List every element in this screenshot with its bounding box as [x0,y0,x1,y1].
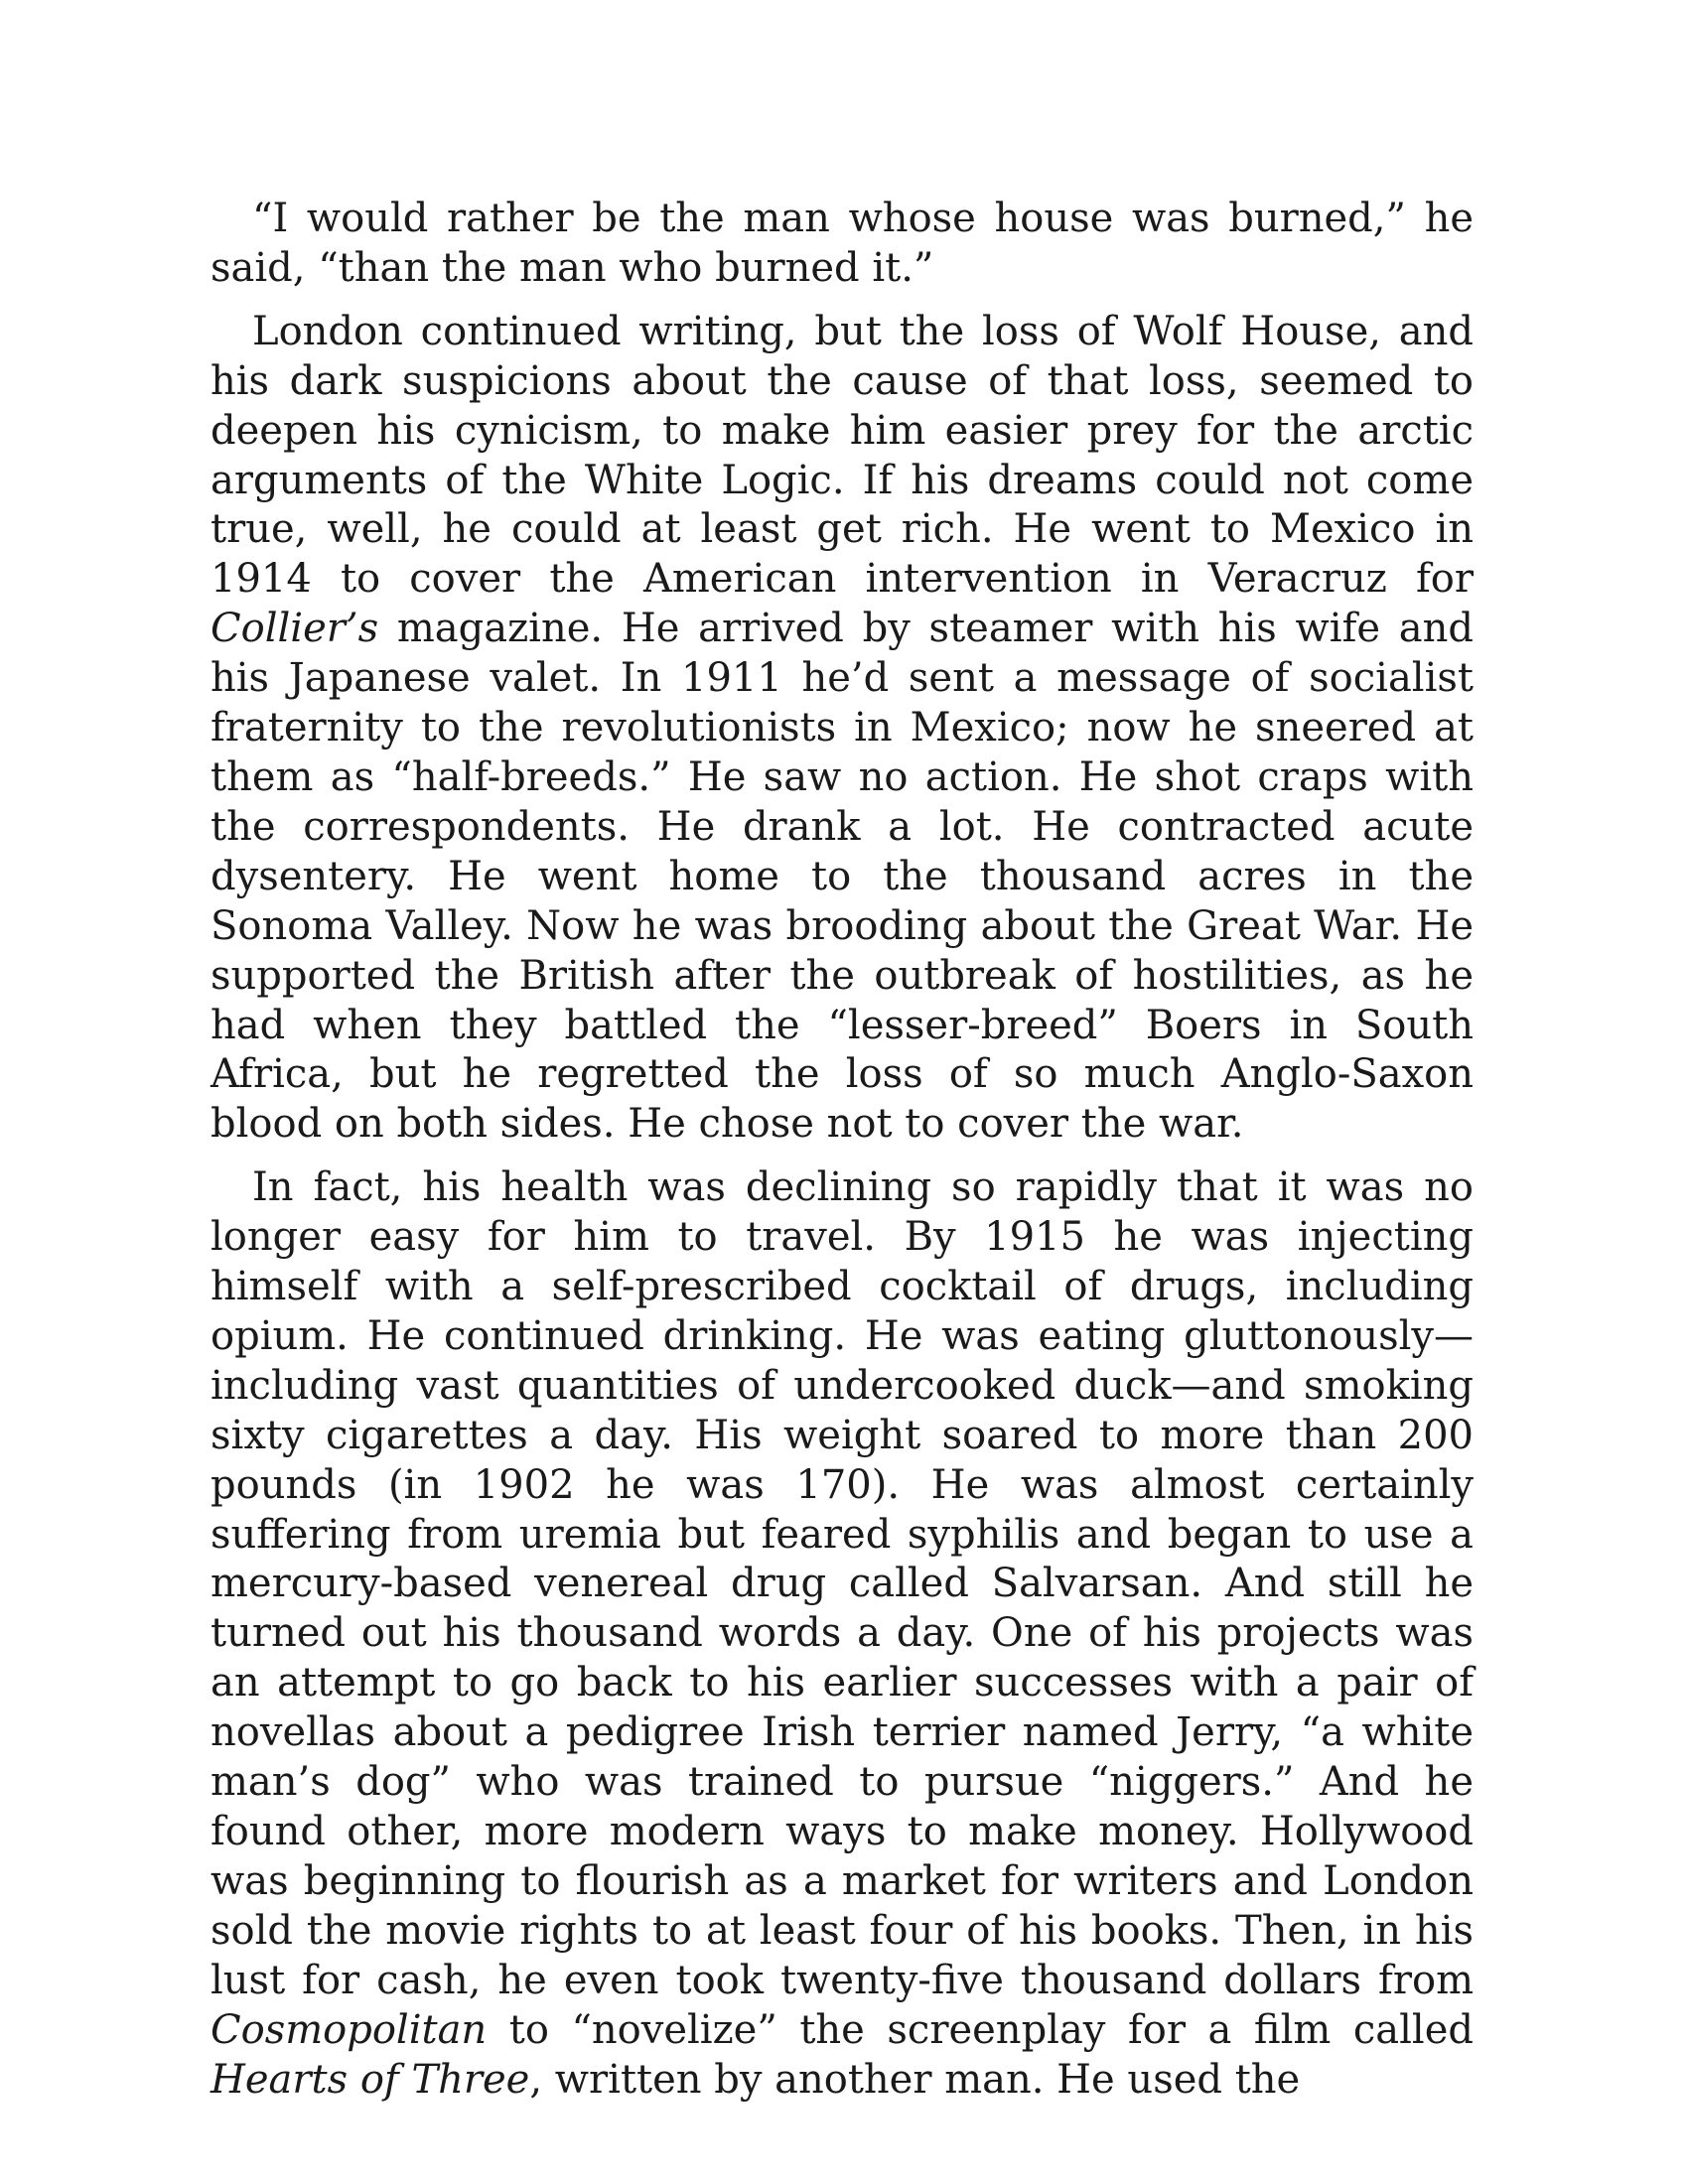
paragraph-text: magazine. He arrived by steamer with his wife and his Japanese valet. In 1911 he’d sent a message of socialist fraternity to the revolutionists in Mexico; now he sneered at them as “half-breeds.” He saw no action. He shot craps with the correspondents. He drank a lot. He contracted acute dysentery. He went home to the thousand acres in the Sonoma Valley. Now he was brooding about the Great War. He supported the British after the outbreak of hostilities, as he had when they battled the “lesser-breed” Boers in South Africa, but he regretted the loss of so much Anglo-Saxon blood on both sides. He chose not to cover the war. [211,606,1474,1148]
italic-title-colliers: Collier’s [211,606,379,652]
paragraph-quote [211,195,1474,294]
italic-title-cosmopolitan: Cosmopolitan [211,2006,488,2053]
paragraph-text: London continued writing, but the loss of Wolf House, and his dark suspicions about the cause of that loss, seemed to deepen his cynicism, to make him easier prey for the arctic arguments of the White Logic. If his dreams could not come true, well, he could at least get rich. He went to Mexico in 1914 to cover the American intervention in Veracruz for [211,308,1474,603]
book-page [211,195,1474,2118]
paragraph-health [211,1163,1474,2105]
paragraph-text: , written by another man. He used the [529,2056,1301,2103]
italic-title-hearts-of-three: Hearts of Three [211,2056,530,2103]
paragraph-text: In fact, his health was declining so rapidly that it was no longer easy for him to travel. By 1915 he was injecting himself with a self-prescribed cocktail of drugs, including opium. He continued drinking. He was eating gluttonously—including vast quantities of undercooked duck—and smoking sixty cigarettes a day. His weight soared to more than 200 pounds (in 1902 he was 170). He was almost certainly suffering from uremia but feared syphilis and began to use a mercury-based venereal drug called Salvarsan. And still he turned out his thousand words a day. One of his projects was an attempt to go back to his earlier successes with a pair of novellas about a pedigree Irish terrier named Jerry, “a white man’s dog” who was trained to pursue “niggers.” And he found other, more modern ways to make money. Hollywood was beginning to flourish as a market for writers and London sold the movie rights to at least four of his books. Then, in his lust for cash, he even took twenty-five thousand dollars from [211,1164,1474,2003]
paragraph-mexico [211,308,1474,1150]
paragraph-text: “I would rather be the man whose house was burned,” he said, “than the man who burned it.” [211,196,1474,291]
paragraph-text: to “novelize” the screenplay for a film called [487,2006,1474,2053]
